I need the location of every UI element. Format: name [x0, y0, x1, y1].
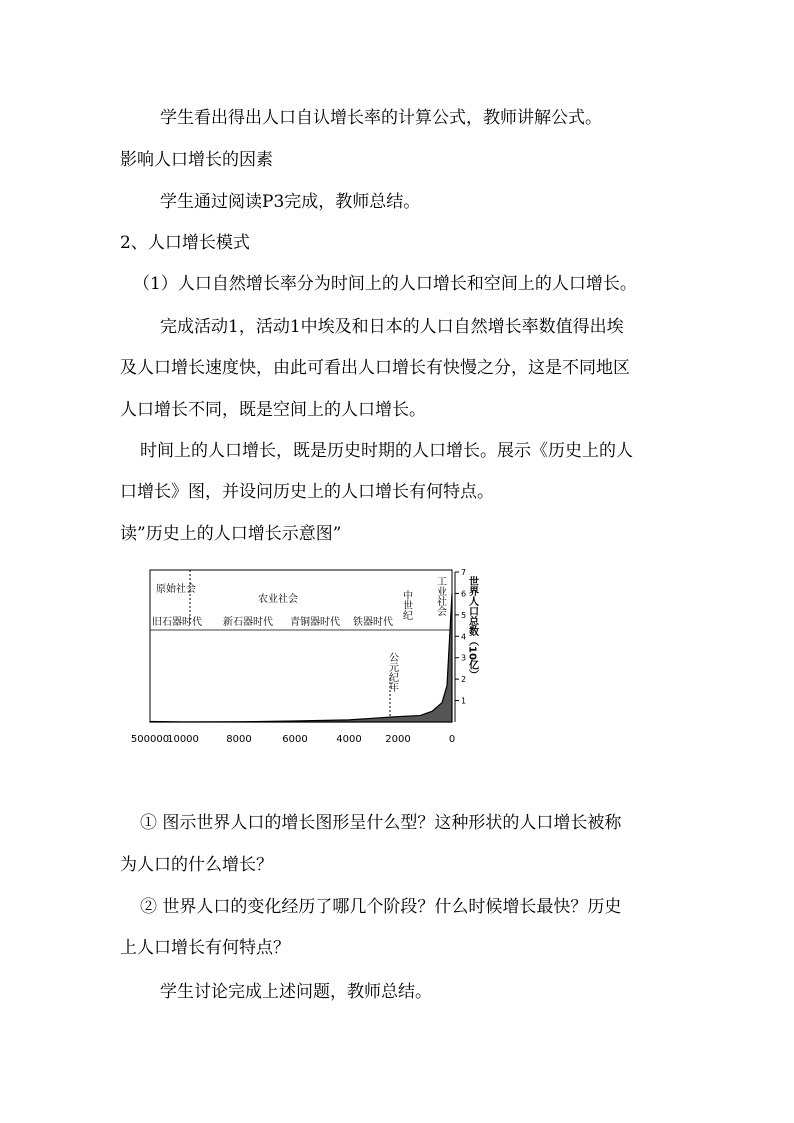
line-9: 时间上的人口增长，既是历史时期的人口增长。展示《历史上的人 [140, 441, 633, 461]
x-tick-label: 2000 [385, 734, 411, 745]
line-10: 口增长》图，并设问历史上的人口增长有何特点。 [120, 482, 494, 502]
y-tick-label: 4 [461, 632, 467, 642]
era-label-iron: 铁器时代 [353, 617, 393, 628]
era-label-paleolithic: 旧石器时代 [152, 617, 202, 628]
society-label-agricultural: 农业社会 [258, 594, 298, 605]
line-13: 为人口的什么增长？ [120, 855, 273, 875]
line-1: 学生看出得出人口自认增长率的计算公式，教师讲解公式。 [160, 108, 602, 128]
y-axis-title: 世界人口总数（10亿） [466, 576, 478, 680]
line-12: ① 图示世界人口的增长图形呈什么型？这种形状的人口增长被称 [140, 813, 622, 833]
y-tick-label: 3 [461, 653, 467, 663]
line-2: 影响人口增长的因素 [120, 150, 273, 170]
society-label-industrial: 工业社会 [434, 576, 446, 616]
line-14: ② 世界人口的变化经历了哪几个阶段？什么时候增长最快？历史 [140, 897, 622, 917]
society-label-primitive: 原始社会 [156, 584, 196, 595]
line-4: 2、人口增长模式 [120, 233, 250, 253]
line-11: 读”历史上的人口增长示意图” [120, 524, 342, 544]
line-3: 学生通过阅读P3完成，教师总结。 [160, 192, 421, 212]
line-7: 及人口增长速度快，由此可看出人口增长有快慢之分，这是不同地区 [120, 358, 630, 378]
line-15: 上人口增长有何特点？ [120, 938, 290, 958]
x-tick-label: 8000 [226, 734, 252, 745]
era-label-bronze: 青铜器时代 [290, 617, 340, 628]
line-6: 完成活动1，活动1中埃及和日本的人口自然增长率数值得出埃 [160, 317, 624, 337]
x-tick-label: 0 [448, 734, 456, 745]
y-tick-label: 2 [461, 675, 467, 685]
society-label-medieval: 中世纪 [400, 590, 412, 620]
y-tick-label: 1 [461, 696, 467, 706]
epoch-label: 公元纪年 [386, 652, 398, 692]
x-tick-label: 500000 [130, 734, 170, 745]
y-tick-label: 6 [461, 589, 467, 599]
x-tick-label: 10000 [167, 734, 199, 745]
line-5: （1）人口自然增长率分为时间上的人口增长和空间上的人口增长。 [133, 274, 637, 294]
x-tick-label: 4000 [336, 734, 362, 745]
line-16: 学生讨论完成上述问题，教师总结。 [160, 982, 432, 1002]
y-tick-label: 5 [461, 610, 467, 620]
era-label-neolithic: 新石器时代 [223, 617, 273, 628]
population-chart [120, 562, 480, 750]
y-tick-label: 7 [461, 568, 467, 577]
x-tick-label: 6000 [282, 734, 308, 745]
line-8: 人口增长不同，既是空间上的人口增长。 [120, 400, 426, 420]
